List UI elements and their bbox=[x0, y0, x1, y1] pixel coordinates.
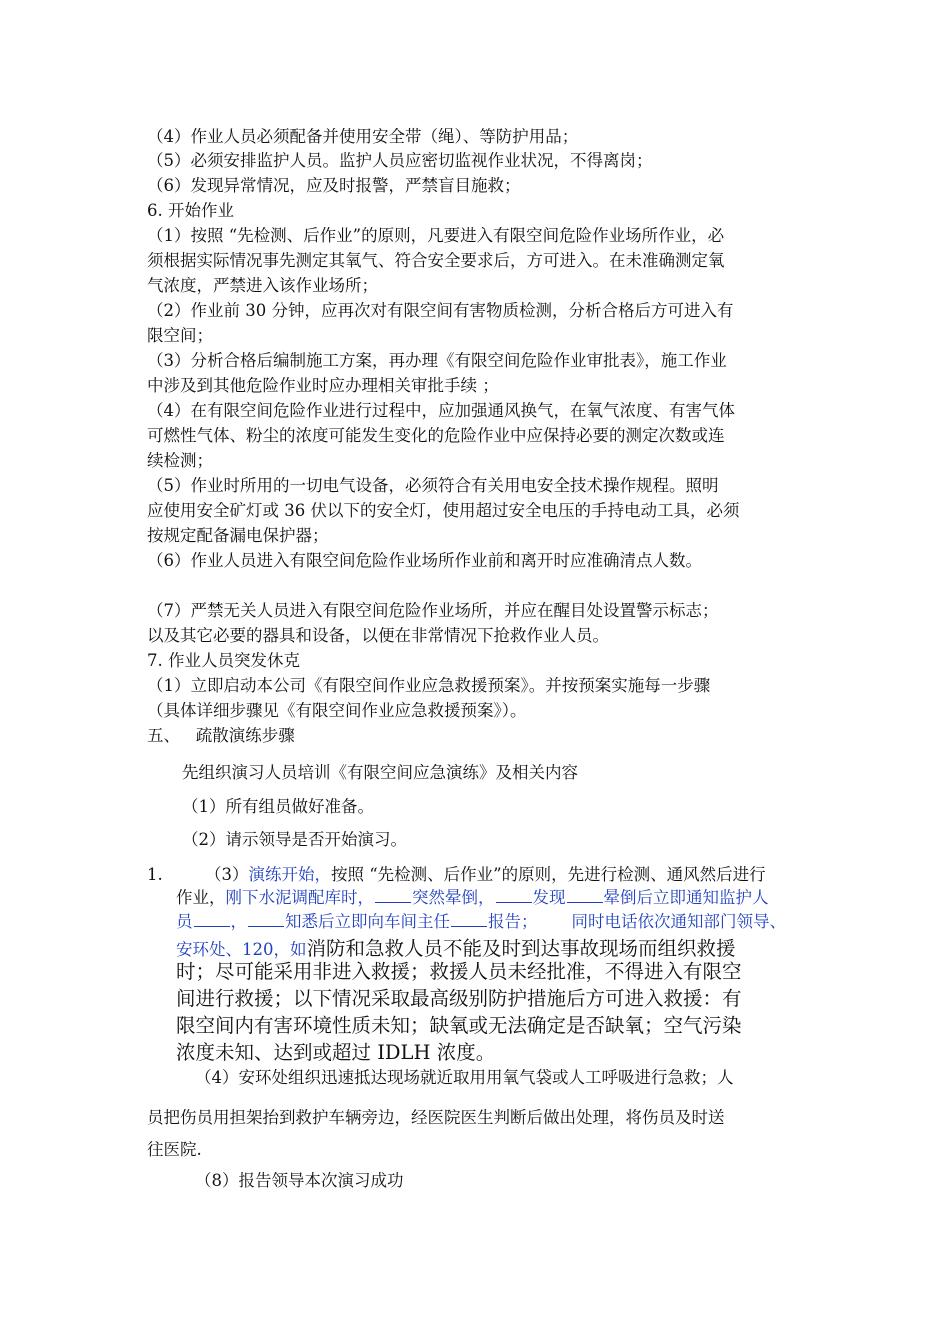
text-line: 应使用安全矿灯或 36 伏以下的安全灯，使用超过安全电压的手持电动工具，必须 bbox=[147, 501, 740, 520]
list-number: 1. bbox=[147, 865, 163, 884]
text-line: 浓度未知、达到或超过 IDLH 浓度。 bbox=[176, 1041, 496, 1064]
highlight-text: 员 bbox=[176, 912, 193, 931]
blank-underline bbox=[194, 911, 230, 927]
text-line: 间进行救援；以下情况采取最高级别防护措施后方可进入救援：有 bbox=[176, 987, 742, 1010]
text-run: 消防和急救人员不能及时到达事故现场而组织救援 bbox=[306, 937, 736, 960]
section-heading: 6. 开始作业 bbox=[147, 201, 234, 220]
text-line: （1）所有组员做好准备。 bbox=[182, 797, 374, 816]
highlight-text: 突然晕倒， bbox=[412, 888, 495, 907]
text-line: （2）作业前 30 分钟，应再次对有限空间有害物质检测，分析合格后方可进入有 bbox=[147, 301, 734, 320]
text-line: 往医院. bbox=[147, 1140, 202, 1159]
text-line: 可燃性气体、粉尘的浓度可能发生变化的危险作业中应保持必要的测定次数或连 bbox=[147, 426, 725, 445]
text-line bbox=[205, 864, 766, 886]
highlight-text: 知悉后立即向车间主任 bbox=[285, 912, 450, 931]
blank-underline bbox=[451, 911, 487, 927]
text-line: 时；尽可能采用非进入救援；救援人员未经批准，不得进入有限空 bbox=[176, 960, 742, 983]
highlight-text: 发现 bbox=[532, 888, 566, 907]
text-line: （7）严禁无关人员进入有限空间危险作业场所，并应在醒目处设置警示标志； bbox=[147, 601, 719, 620]
text-line: 限空间内有害环境性质未知；缺氧或无法确定是否缺氧；空气污染 bbox=[176, 1014, 742, 1037]
highlight-text: ， bbox=[230, 912, 247, 931]
text-line: 按规定配备漏电保护器； bbox=[147, 526, 329, 545]
blank-underline bbox=[567, 887, 603, 903]
text-line: 先组织演习人员培训《有限空间应急演练》及相关内容 bbox=[182, 763, 578, 782]
text-run: （3） bbox=[205, 865, 249, 884]
text-line: （2）请示领导是否开始演习。 bbox=[182, 830, 407, 849]
text-line: （4）作业人员必须配备并使用安全带（绳）、等防护用品； bbox=[147, 127, 579, 146]
text-line: （5）必须安排监护人员。监护人员应密切监视作业状况，不得离岗； bbox=[147, 151, 653, 170]
text-line: 气浓度，严禁进入该作业场所； bbox=[147, 276, 378, 295]
text-line: （1）立即启动本公司《有限空间作业应急救援预案》。并按预案实施每一步骤 bbox=[147, 676, 711, 695]
text-line: 以及其它必要的器具和设备，以便在非常情况下抢救作业人员。 bbox=[147, 626, 609, 645]
blank-underline bbox=[375, 887, 411, 903]
blank-underline bbox=[496, 887, 532, 903]
highlight-text: 安环处、120，如 bbox=[176, 940, 307, 959]
highlight-text: 报告； bbox=[488, 912, 538, 931]
highlight-text: 晕倒后立即通知监护人 bbox=[603, 888, 769, 907]
text-line: （6）发现异常情况，应及时报警，严禁盲目施救； bbox=[147, 176, 521, 195]
text-line: 须根据实际情况事先测定其氧气、符合安全要求后，方可进入。在未准确测定氧 bbox=[147, 251, 725, 270]
text-line bbox=[176, 911, 786, 933]
section-heading: 7. 作业人员突发休克 bbox=[147, 651, 300, 670]
text-line: （4）在有限空间危险作业进行过程中，应加强通风换气，在氧气浓度、有害气体 bbox=[147, 401, 735, 420]
text-line: （8）报告领导本次演习成功 bbox=[195, 1171, 404, 1190]
text-line: （4）安环处组织迅速抵达现场就近取用用氧气袋或人工呼吸进行急救；人 bbox=[195, 1068, 734, 1087]
text-line: 中涉及到其他危险作业时应办理相关审批手续 ； bbox=[147, 376, 499, 395]
highlight-text: 演练开始， bbox=[248, 865, 331, 884]
text-line: （具体详细步骤见《有限空间作业应急救援预案》）。 bbox=[147, 701, 527, 720]
highlight-text: 同时电话依次通知部门领导、 bbox=[571, 912, 786, 931]
text-run: 作业， bbox=[176, 888, 226, 907]
blank-underline bbox=[248, 911, 284, 927]
text-line: 限空间； bbox=[147, 326, 213, 345]
text-line: （1）按照 “先检测、后作业”的原则，凡要进入有限空间危险作业场所作业，必 bbox=[147, 226, 725, 245]
text-line: （3）分析合格后编制施工方案，再办理《有限空间危险作业审批表》，施工作业 bbox=[147, 351, 727, 370]
text-line bbox=[176, 887, 769, 909]
highlight-text: 刚下水泥调配库时， bbox=[225, 888, 374, 907]
text-line: 续检测； bbox=[147, 451, 213, 470]
text-run: 按照 “先检测、后作业”的原则，先进行检测、通风然后进行 bbox=[331, 865, 766, 884]
text-line: 员把伤员用担架抬到救护车辆旁边，经医院医生判断后做出处理，将伤员及时送 bbox=[147, 1108, 725, 1127]
section-heading: 五、 疏散演练步骤 bbox=[147, 726, 295, 745]
text-line: （5）作业时所用的一切电气设备，必须符合有关用电安全技术操作规程。照明 bbox=[147, 476, 719, 495]
text-line: （6）作业人员进入有限空间危险作业场所作业前和离开时应准确清点人数。 bbox=[147, 551, 702, 570]
